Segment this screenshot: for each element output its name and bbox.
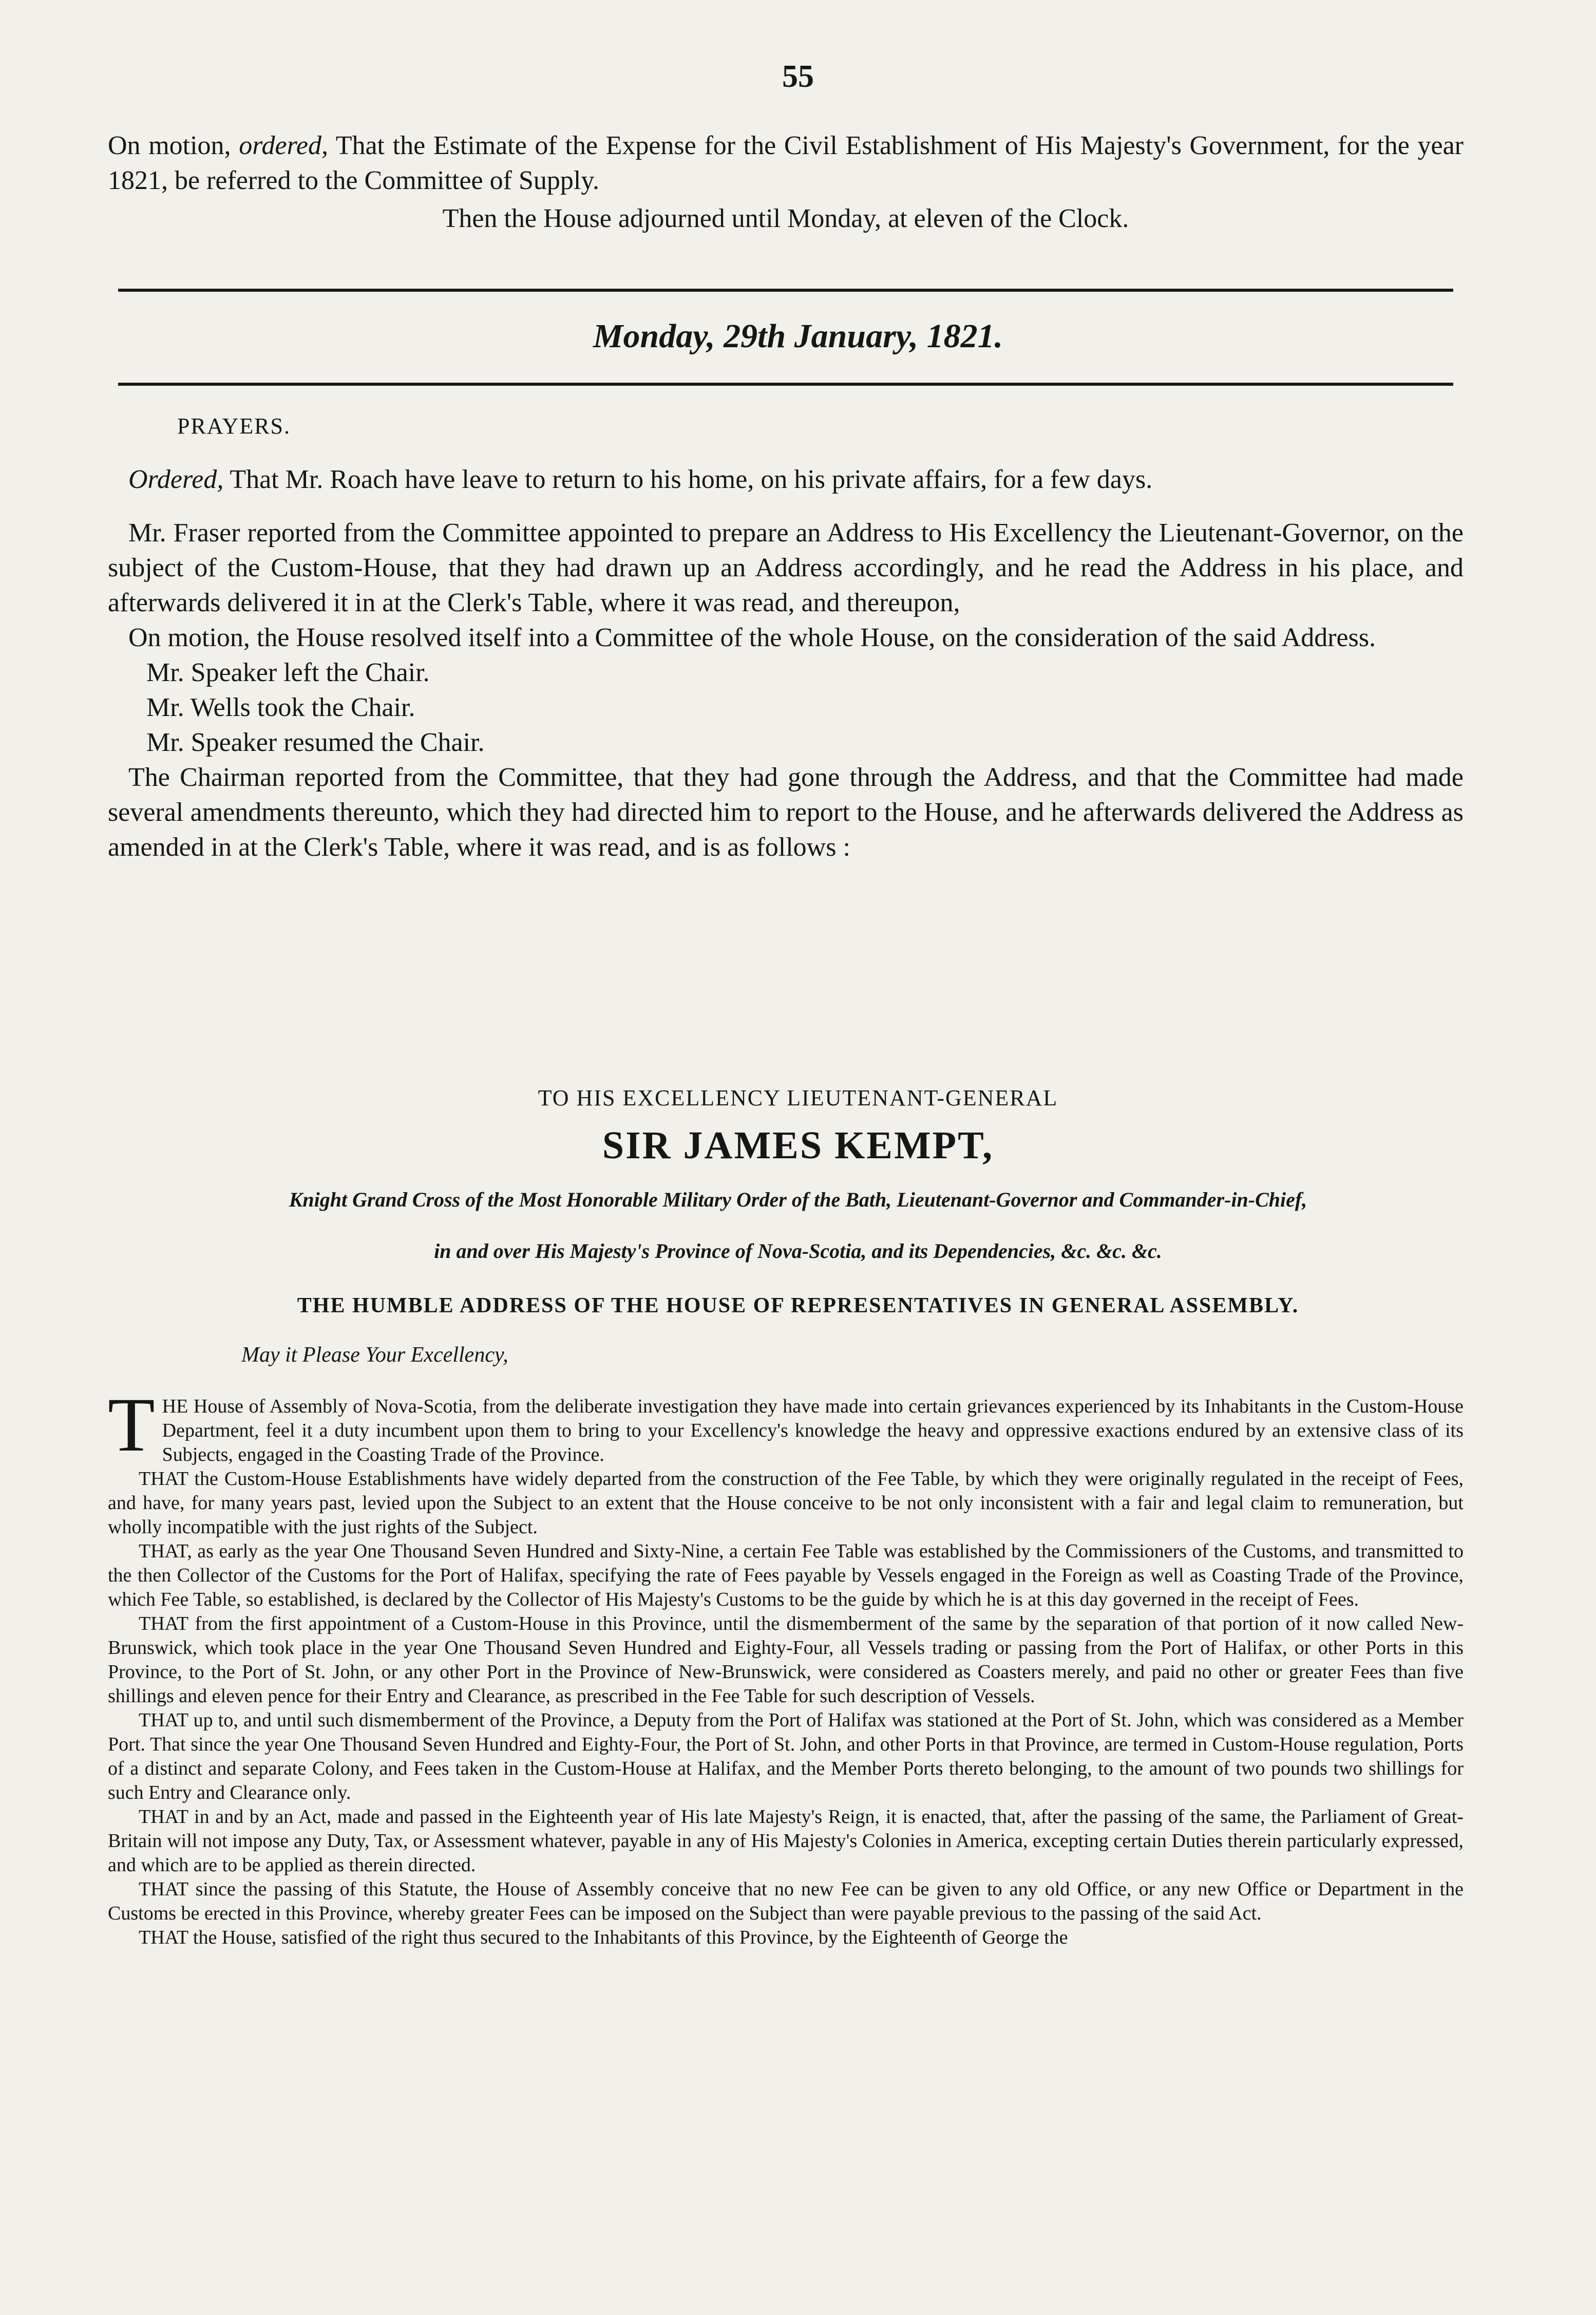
- address-paragraph-8: THAT the House, satisfied of the right thus secured to the Inhabitants of this Province, by the Eighteenth of George the: [139, 1927, 1068, 1948]
- ordered-italic: Ordered,: [128, 465, 224, 494]
- address-title-line-2: in and over His Majesty's Province of Nova-Scotia, and its Dependencies, &c. &c. &c.: [434, 1239, 1162, 1263]
- address-paragraph-5: THAT up to, and until such dismemberment of the Province, a Deputy from the Port of Halifax was stationed at the Port of St. John, which was considered as a Member Port. That since the year One Thousand Seven Hundred and Eighty-Four, the Port of St. John, and other Ports in that Province, are termed in Custom-House regulation, Ports of a distinct and separate Colony, and Fees taken in the Custom-House at Halifax, and the Member Ports thereto belonging, to the amount of two pounds two shillings for such Entry and Clearance only.: [108, 1709, 1464, 1803]
- intro-adjourn-paragraph: [108, 201, 1464, 236]
- speaker-resumed-line: [108, 725, 1464, 760]
- speaker-left-text: Mr. Speaker left the Chair.: [146, 658, 430, 687]
- date-heading: Monday, 29th January, 1821.: [593, 317, 1003, 355]
- address-paragraph-4: THAT from the first appointment of a Custom-House in this Province, until the dismemberment of the same by the separation of that portion of it now called New-Brunswick, which took place in the year One Thousand Seven Hundred and Eighty-Four, all Vessels trading or passing from the Port of Halifax, or other Ports in this Province, to the Port of St. John, or any other Port in the Province of New-Brunswick, were considered as Coasters merely, and paid no other or greater Fees than five shillings and eleven pence for their Entry and Clearance, as prescribed in the Fee Table for such description of Vessels.: [108, 1613, 1464, 1707]
- address-recipient-name: SIR JAMES KEMPT,: [602, 1124, 994, 1167]
- address-to-line: TO HIS EXCELLENCY LIEUTENANT-GENERAL: [538, 1085, 1058, 1111]
- fraser-text: Mr. Fraser reported from the Committee appointed to prepare an Address to His Excellency the Lieutenant-Governor, on the subject of the Custom-House, that they had drawn up an Address accordingly, and he read the Address in his place, and afterwards delivered it in at the Clerk's Table, where it was read, and thereupon,: [108, 518, 1464, 617]
- bottom-divider-rule: [118, 383, 1453, 386]
- wells-took-text: Mr. Wells took the Chair.: [146, 693, 415, 722]
- speaker-left-line: [108, 655, 1464, 690]
- intro-adjourn-text: Then the House adjourned until Monday, at eleven of the Clock.: [442, 204, 1129, 233]
- address-body: [108, 1382, 1464, 1950]
- drop-cap-letter: T: [108, 1382, 155, 1467]
- fraser-paragraph: [108, 516, 1464, 620]
- on-motion-paragraph: [108, 620, 1464, 655]
- address-paragraph-3: THAT, as early as the year One Thousand Seven Hundred and Sixty-Nine, a certain Fee Table was established by the Commissioners of the Customs, and transmitted to the then Collector of the Customs for the Port of Halifax, specifying the rate of Fees payable by Vessels engaged in the Foreign as well as Coasting Trade of the Province, which Fee Table, so established, is declared by the Collector of His Majesty's Customs to be the guide by which he is at this day governed in the receipt of Fees.: [108, 1540, 1464, 1610]
- address-paragraph-7: THAT since the passing of this Statute, the House of Assembly conceive that no new Fee can be given to any old Office, or any new Office or Department in the Customs be erected in this Province, whereby greater Fees can be imposed on the Subject than were payable previous to the passing of the said Act.: [108, 1878, 1464, 1924]
- address-paragraph-2: THAT the Custom-House Establishments have widely departed from the construction of the Fee Table, by which they were originally regulated in the receipt of Fees, and have, for many years past, levied upon the Subject to an extent that the House conceive to be not only inconsistent with a fair and legal claim to remuneration, but wholly incompatible with the just rights of the Subject.: [108, 1468, 1464, 1538]
- address-paragraph-1-text: HE House of Assembly of Nova-Scotia, from the deliberate investigation they have made into certain grievances experienced by its Inhabitants in the Custom-House Department, feel it a duty incumbent upon them to bring to your Excellency's knowledge the heavy and oppressive exactions endured by an extensive class of its Subjects, engaged in the Coasting Trade of the Province.: [162, 1396, 1464, 1465]
- chairman-text: The Chairman reported from the Committee, that they had gone through the Address, and that the Committee had made several amendments thereunto, which they had directed him to report to the House, and he afterwards delivered the Address as amended in at the Clerk's Table, where it was read, and is as follows :: [108, 763, 1464, 862]
- on-motion-text: On motion, the House resolved itself into a Committee of the whole House, on the consideration of the said Address.: [128, 623, 1376, 652]
- speaker-resumed-text: Mr. Speaker resumed the Chair.: [146, 728, 485, 757]
- humble-address-heading: THE HUMBLE ADDRESS OF THE HOUSE OF REPRESENTATIVES IN GENERAL ASSEMBLY.: [297, 1294, 1299, 1318]
- address-title-line-1: Knight Grand Cross of the Most Honorable Military Order of the Bath, Lieutenant-Governor and Commander-in-Chief,: [289, 1188, 1307, 1211]
- page-number: 55: [782, 59, 814, 94]
- ordered-paragraph: [108, 462, 1464, 497]
- intro-block: [108, 128, 1464, 236]
- intro-motion-paragraph: [108, 128, 1464, 198]
- proceedings-block: [108, 462, 1464, 865]
- top-divider-rule: [118, 289, 1453, 292]
- intro-motion-prefix: On motion,: [108, 131, 239, 160]
- chairman-paragraph: [108, 760, 1464, 865]
- address-salutation: May it Please Your Excellency,: [241, 1343, 508, 1367]
- wells-took-line: [108, 690, 1464, 725]
- ordered-text: That Mr. Roach have leave to return to his home, on his private affairs, for a few days.: [223, 465, 1153, 494]
- intro-motion-text: That the Estimate of the Expense for the Civil Establishment of His Majesty's Government, for the year 1821, be referred to the Committee of Supply.: [108, 131, 1464, 195]
- address-paragraph-1: [108, 1382, 1464, 1467]
- prayers-label: PRAYERS.: [177, 413, 291, 439]
- intro-motion-ordered: ordered,: [239, 131, 328, 160]
- address-paragraph-6: THAT in and by an Act, made and passed in the Eighteenth year of His late Majesty's Reign, it is enacted, that, after the passing of the same, the Parliament of Great-Britain will not impose any Duty, Tax, or Assessment whatever, payable in any of His Majesty's Colonies in America, excepting certain Duties therein particularly expressed, and which are to be applied as therein directed.: [108, 1806, 1464, 1876]
